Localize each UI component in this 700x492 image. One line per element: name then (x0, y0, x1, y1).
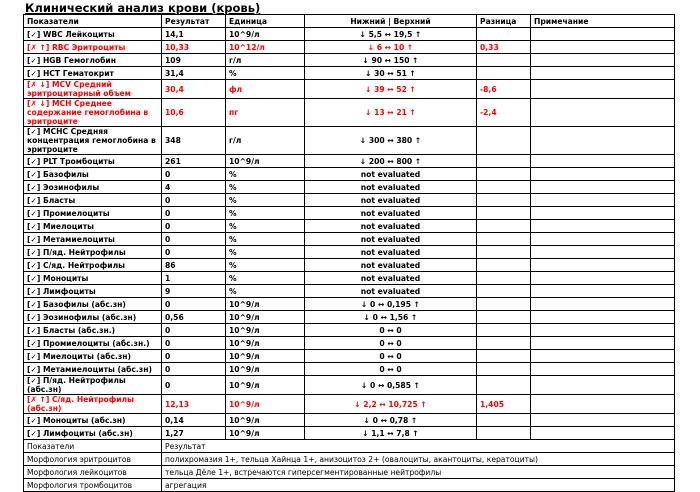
row-unit: % (226, 246, 305, 259)
row-unit: пг (226, 99, 305, 127)
row-note (531, 233, 675, 246)
row-range: 0 ↔ 0 (305, 337, 477, 350)
lab-results-table (23, 14, 675, 492)
table-row (24, 99, 675, 127)
row-result: 0 (162, 337, 226, 350)
descriptive-label: Морфология тромбоцитов (24, 479, 162, 492)
table-row (24, 220, 675, 233)
table-row (24, 363, 675, 376)
row-name: [✓] HGB Гемоглобин (24, 54, 162, 67)
table-row (24, 54, 675, 67)
row-unit: % (226, 207, 305, 220)
row-diff (477, 28, 531, 41)
row-unit: 10^9/л (226, 376, 305, 395)
table-row (24, 41, 675, 54)
row-range: ↓ 6 ↔ 10 ↑ (305, 41, 477, 54)
row-result: 10,6 (162, 99, 226, 127)
row-result: 0 (162, 350, 226, 363)
row-name: [✗ ↓] MCV Средний эритроцитарный объем (24, 80, 162, 99)
row-note (531, 298, 675, 311)
row-result: 30,4 (162, 80, 226, 99)
row-diff (477, 207, 531, 220)
row-diff (477, 220, 531, 233)
header-name: Показатели (24, 15, 162, 28)
row-result: 31,4 (162, 67, 226, 80)
row-diff: -8,6 (477, 80, 531, 99)
row-unit: % (226, 67, 305, 80)
table-row (24, 168, 675, 181)
table-row (24, 298, 675, 311)
row-unit: 10^9/л (226, 298, 305, 311)
row-unit: 10^9/л (226, 155, 305, 168)
row-name: [✓] Эозинофилы (абс.зн) (24, 311, 162, 324)
row-name: [✓] Лимфоциты (абс.зн) (24, 427, 162, 440)
table-row (24, 324, 675, 337)
row-unit: % (226, 259, 305, 272)
row-range: not evaluated (305, 194, 477, 207)
row-note (531, 311, 675, 324)
descriptive-label: Показатели (24, 440, 162, 453)
row-unit: % (226, 168, 305, 181)
table-row (24, 395, 675, 414)
row-unit: % (226, 181, 305, 194)
row-range: not evaluated (305, 285, 477, 298)
row-note (531, 259, 675, 272)
row-name: [✓] П/яд. Нейтрофилы (24, 246, 162, 259)
row-diff (477, 127, 531, 155)
row-note (531, 99, 675, 127)
row-note (531, 207, 675, 220)
row-diff (477, 194, 531, 207)
table-row (24, 67, 675, 80)
table-row (24, 155, 675, 168)
row-range: 0 ↔ 0 (305, 350, 477, 363)
row-name: [✗ ↓] MCH Среднее содержание гемоглобина в эритроците (24, 99, 162, 127)
lab-rows (24, 28, 675, 492)
header-diff: Разница (477, 15, 531, 28)
row-range: ↓ 0 ↔ 0,585 ↑ (305, 376, 477, 395)
descriptive-row (24, 440, 675, 453)
table-row (24, 311, 675, 324)
row-result: 1 (162, 272, 226, 285)
row-range: not evaluated (305, 168, 477, 181)
row-result: 0 (162, 246, 226, 259)
row-diff: 0,33 (477, 41, 531, 54)
descriptive-value: тельца Дёле 1+, встречаются гиперсегментированные нейтрофилы (162, 466, 675, 479)
row-note (531, 80, 675, 99)
row-note (531, 54, 675, 67)
table-row (24, 259, 675, 272)
row-name: [✓] С/яд. Нейтрофилы (24, 259, 162, 272)
table-row (24, 233, 675, 246)
descriptive-row (24, 479, 675, 492)
descriptive-value: Результат (162, 440, 675, 453)
row-note (531, 220, 675, 233)
row-range: ↓ 13 ↔ 21 ↑ (305, 99, 477, 127)
row-name: [✓] Базофилы (24, 168, 162, 181)
table-row (24, 337, 675, 350)
row-note (531, 285, 675, 298)
row-range: ↓ 90 ↔ 150 ↑ (305, 54, 477, 67)
row-diff (477, 298, 531, 311)
row-name: [✓] Промиелоциты (абс.зн.) (24, 337, 162, 350)
row-unit: 10^9/л (226, 28, 305, 41)
row-diff: 1,405 (477, 395, 531, 414)
row-note (531, 194, 675, 207)
row-range: ↓ 2,2 ↔ 10,725 ↑ (305, 395, 477, 414)
row-result: 348 (162, 127, 226, 155)
row-diff (477, 168, 531, 181)
row-unit: % (226, 272, 305, 285)
row-note (531, 363, 675, 376)
row-name: [✓] Метамиелоциты (24, 233, 162, 246)
row-note (531, 395, 675, 414)
row-name: [✓] Миелоциты (24, 220, 162, 233)
descriptive-label: Морфология эритроцитов (24, 453, 162, 466)
row-result: 109 (162, 54, 226, 67)
row-unit: г/л (226, 54, 305, 67)
row-name: [✓] Моноциты (абс.зн) (24, 414, 162, 427)
descriptive-value: полихромазия 1+, тельца Хайнца 1+, анизоцитоз 2+ (овалоциты, акантоциты, кератоциты) (162, 453, 675, 466)
descriptive-label: Морфология лейкоцитов (24, 466, 162, 479)
table-row (24, 285, 675, 298)
row-range: not evaluated (305, 272, 477, 285)
row-unit: 10^9/л (226, 337, 305, 350)
row-name: [✓] MCHC Средняя концентрация гемоглобина в эритроците (24, 127, 162, 155)
row-result: 0,14 (162, 414, 226, 427)
row-result: 12,13 (162, 395, 226, 414)
row-note (531, 246, 675, 259)
row-range: ↓ 30 ↔ 51 ↑ (305, 67, 477, 80)
row-name: [✓] Бласты (абс.зн.) (24, 324, 162, 337)
row-unit: 10^9/л (226, 427, 305, 440)
row-result: 0 (162, 233, 226, 246)
table-header-row (24, 15, 675, 28)
row-name: [✓] Лимфоциты (24, 285, 162, 298)
row-result: 10,33 (162, 41, 226, 54)
row-diff (477, 246, 531, 259)
row-unit: % (226, 220, 305, 233)
row-result: 0 (162, 298, 226, 311)
row-result: 0 (162, 207, 226, 220)
row-name: [✓] Миелоциты (абс.зн) (24, 350, 162, 363)
table-row (24, 194, 675, 207)
row-diff (477, 155, 531, 168)
row-unit: 10^9/л (226, 350, 305, 363)
row-diff (477, 285, 531, 298)
row-diff: -2,4 (477, 99, 531, 127)
row-note (531, 181, 675, 194)
row-range: not evaluated (305, 259, 477, 272)
row-unit: 10^9/л (226, 395, 305, 414)
row-result: 14,1 (162, 28, 226, 41)
row-diff (477, 311, 531, 324)
row-diff (477, 54, 531, 67)
row-note (531, 155, 675, 168)
table-row (24, 127, 675, 155)
row-range: ↓ 5,5 ↔ 19,5 ↑ (305, 28, 477, 41)
table-row (24, 376, 675, 395)
row-unit: фл (226, 80, 305, 99)
row-result: 0 (162, 324, 226, 337)
row-note (531, 414, 675, 427)
row-range: ↓ 0 ↔ 0,195 ↑ (305, 298, 477, 311)
row-diff (477, 414, 531, 427)
row-note (531, 272, 675, 285)
row-range: not evaluated (305, 220, 477, 233)
row-note (531, 28, 675, 41)
row-name: [✓] Эозинофилы (24, 181, 162, 194)
row-name: [✓] П/яд. Нейтрофилы (абс.зн) (24, 376, 162, 395)
row-unit: % (226, 233, 305, 246)
row-range: ↓ 0 ↔ 1,56 ↑ (305, 311, 477, 324)
row-range: 0 ↔ 0 (305, 363, 477, 376)
row-diff (477, 233, 531, 246)
row-result: 0 (162, 168, 226, 181)
table-row (24, 246, 675, 259)
header-result: Результат (162, 15, 226, 28)
row-note (531, 337, 675, 350)
row-range: ↓ 1,1 ↔ 7,8 ↑ (305, 427, 477, 440)
row-range: ↓ 0 ↔ 0,78 ↑ (305, 414, 477, 427)
row-diff (477, 350, 531, 363)
row-unit: г/л (226, 127, 305, 155)
row-result: 1,27 (162, 427, 226, 440)
row-diff (477, 337, 531, 350)
table-row (24, 207, 675, 220)
header-range: Нижний | Верхний (305, 15, 477, 28)
descriptive-row (24, 466, 675, 479)
row-diff (477, 67, 531, 80)
descriptive-value: агрегация (162, 479, 675, 492)
row-diff (477, 259, 531, 272)
descriptive-row (24, 453, 675, 466)
row-name: [✓] Метамиелоциты (абс.зн) (24, 363, 162, 376)
row-name: [✓] PLT Тромбоциты (24, 155, 162, 168)
table-row (24, 272, 675, 285)
row-note (531, 427, 675, 440)
row-diff (477, 363, 531, 376)
row-name: [✗ ↑] С/яд. Нейтрофилы (абс.зн) (24, 395, 162, 414)
row-unit: 10^9/л (226, 363, 305, 376)
row-range: 0 ↔ 0 (305, 324, 477, 337)
row-result: 0 (162, 194, 226, 207)
row-name: [✓] Базофилы (абс.зн) (24, 298, 162, 311)
row-unit: 10^9/л (226, 324, 305, 337)
row-name: [✓] Промиелоциты (24, 207, 162, 220)
row-result: 4 (162, 181, 226, 194)
row-diff (477, 376, 531, 395)
row-result: 86 (162, 259, 226, 272)
table-row (24, 181, 675, 194)
header-unit: Единица (226, 15, 305, 28)
row-result: 0 (162, 376, 226, 395)
row-note (531, 350, 675, 363)
row-note (531, 168, 675, 181)
row-range: not evaluated (305, 207, 477, 220)
row-result: 0 (162, 220, 226, 233)
row-result: 9 (162, 285, 226, 298)
row-unit: 10^9/л (226, 414, 305, 427)
row-diff (477, 427, 531, 440)
row-note (531, 41, 675, 54)
row-name: [✓] Моноциты (24, 272, 162, 285)
row-unit: % (226, 285, 305, 298)
table-row (24, 350, 675, 363)
report-title: Клинический анализ крови (кровь) (25, 1, 261, 15)
row-unit: 10^9/л (226, 311, 305, 324)
row-result: 0 (162, 363, 226, 376)
row-range: not evaluated (305, 181, 477, 194)
table-row (24, 427, 675, 440)
row-range: ↓ 200 ↔ 800 ↑ (305, 155, 477, 168)
row-result: 261 (162, 155, 226, 168)
row-diff (477, 181, 531, 194)
row-range: ↓ 300 ↔ 380 ↑ (305, 127, 477, 155)
row-name: [✓] Бласты (24, 194, 162, 207)
row-name: [✓] WBC Лейкоциты (24, 28, 162, 41)
row-result: 0,56 (162, 311, 226, 324)
row-range: not evaluated (305, 246, 477, 259)
row-note (531, 67, 675, 80)
row-note (531, 324, 675, 337)
row-name: [✗ ↑] RBC Эритроциты (24, 41, 162, 54)
table-row (24, 414, 675, 427)
row-unit: % (226, 194, 305, 207)
table-row (24, 28, 675, 41)
row-name: [✓] HCT Гематокрит (24, 67, 162, 80)
row-note (531, 127, 675, 155)
row-diff (477, 324, 531, 337)
header-note: Примечание (531, 15, 675, 28)
table-row (24, 80, 675, 99)
row-range: not evaluated (305, 233, 477, 246)
row-diff (477, 272, 531, 285)
row-note (531, 376, 675, 395)
row-range: ↓ 39 ↔ 52 ↑ (305, 80, 477, 99)
row-unit: 10^12/л (226, 41, 305, 54)
